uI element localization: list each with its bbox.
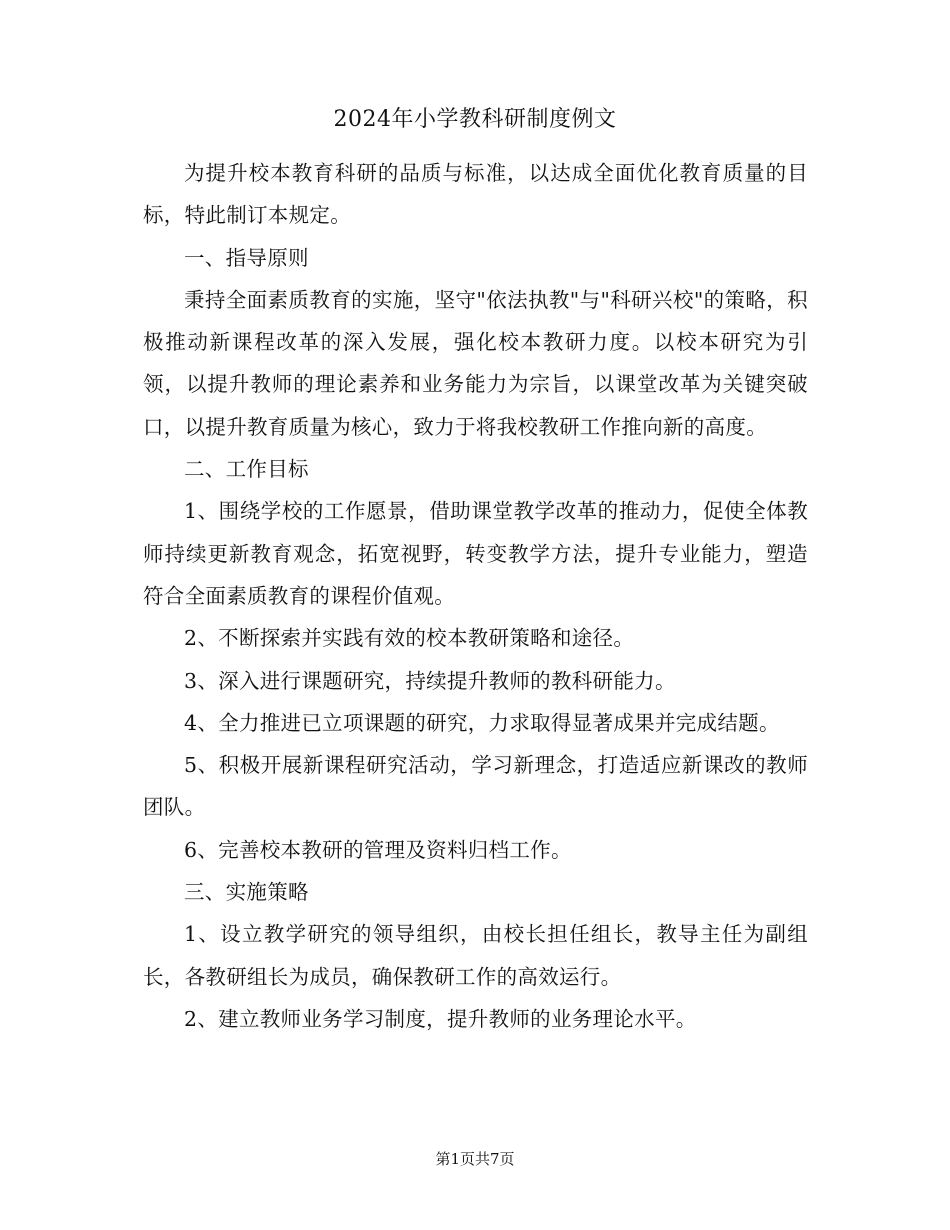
intro-paragraph: 为提升校本教育科研的品质与标准，以达成全面优化教育质量的目标，特此制订本规定。 (143, 161, 808, 228)
goal-item-6: 6、完善校本教研的管理及资料归档工作。 (184, 837, 572, 862)
goal-item-5: 5、积极开展新课程研究活动，学习新理念，打造适应新课改的教师团队。 (143, 753, 808, 820)
document-body (143, 152, 808, 1040)
implementation-item-1: 1、设立教学研究的领导组织，由校长担任组长，教导主任为副组长，各教研组长为成员，确保教研工作的高效运行。 (143, 922, 808, 989)
section-heading-work-goals: 二、工作目标 (184, 457, 309, 482)
guiding-principles-paragraph: 秉持全面素质教育的实施，坚守"依法执教"与"科研兴校"的策略，积极推动新课程改革的深入发展，强化校本教研力度。以校本研究为引领，以提升教师的理论素养和业务能力为宗旨，以课堂改革为关键突破口，以提升教育质量为核心，致力于将我校教研工作推向新的高度。 (143, 287, 808, 439)
section-heading-implementation: 三、实施策略 (184, 880, 309, 905)
goal-item-2: 2、不断探索并实践有效的校本教研策略和途径。 (184, 626, 635, 651)
section-heading-guiding-principles: 一、指导原则 (184, 245, 309, 270)
page-number-footer: 第1页共7页 (435, 1150, 515, 1168)
goal-item-1: 1、围绕学校的工作愿景，借助课堂教学改革的推动力，促使全体教师持续更新教育观念，拓宽视野，转变教学方法，提升专业能力，塑造符合全面素质教育的课程价值观。 (143, 499, 808, 608)
implementation-item-2: 2、建立教师业务学习制度，提升教师的业务理论水平。 (184, 1006, 697, 1031)
document-title: 2024年小学教科研制度例文 (333, 107, 617, 132)
goal-item-3: 3、深入进行课题研究，持续提升教师的教科研能力。 (184, 668, 676, 693)
goal-item-4: 4、全力推进已立项课题的研究，力求取得显著成果并完成结题。 (184, 710, 780, 735)
